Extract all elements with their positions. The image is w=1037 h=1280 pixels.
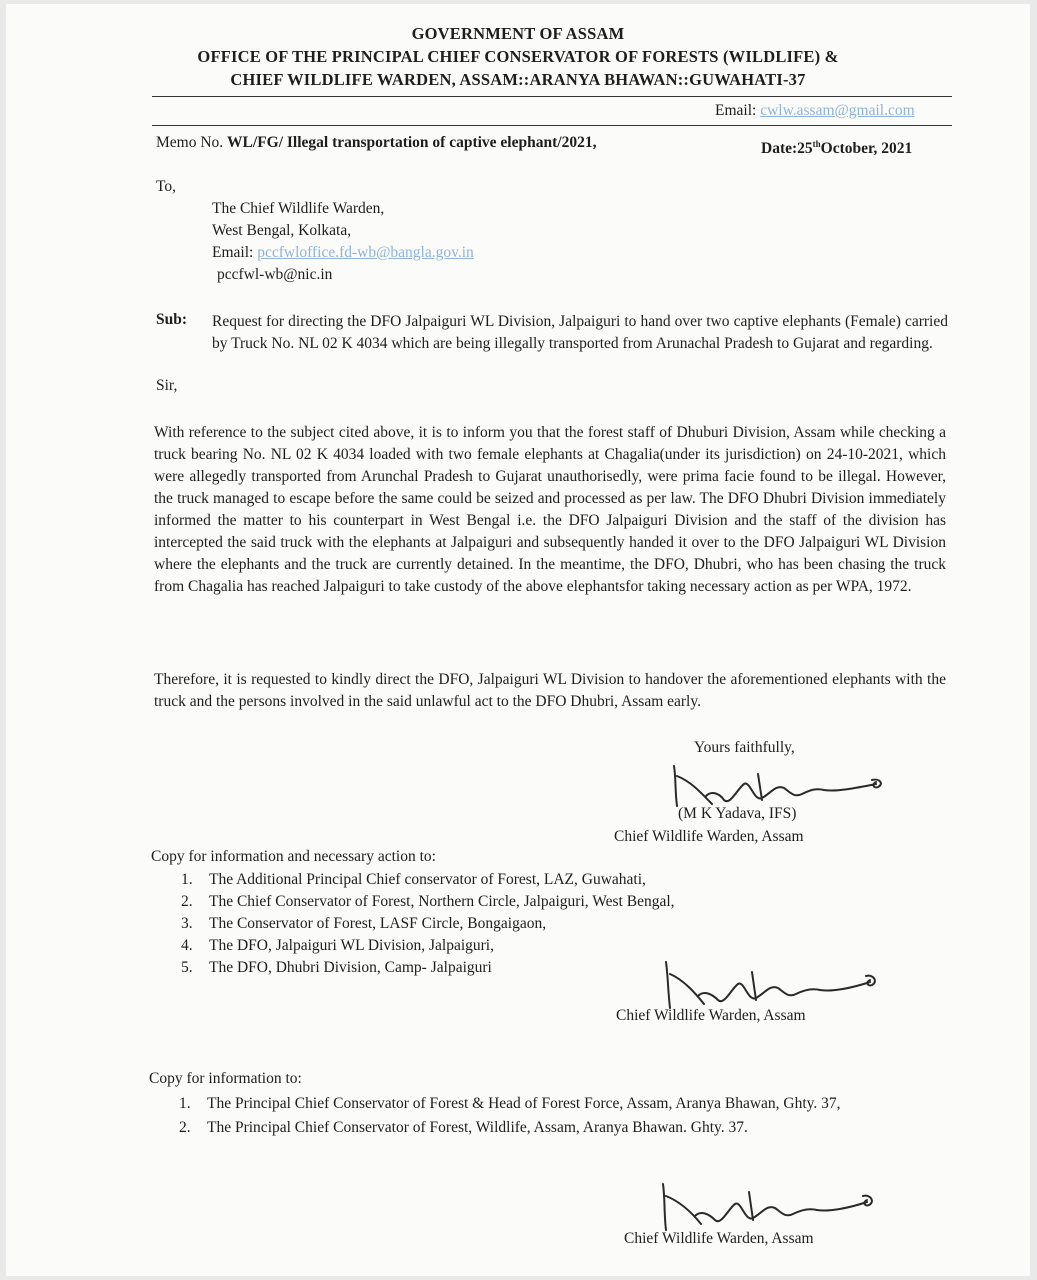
addressee-email-2: pccfwl-wb@nic.in	[217, 266, 333, 283]
list-item: 5. The DFO, Dhubri Division, Camp- Jalpaiguri	[181, 959, 492, 976]
letterhead-rule	[152, 96, 952, 97]
body-paragraph-2: Therefore, it is requested to kindly direct the DFO, Jalpaiguri WL Division to handover the aforementioned elephants with the truck and the persons involved in the said unlawful act to the DFO Dhubri, Assam early.	[154, 671, 946, 710]
salutation: Sir,	[156, 377, 178, 394]
addressee-email: Email: pccfwloffice.fd-wb@bangla.gov.in	[212, 244, 474, 261]
office-email	[715, 100, 915, 122]
list-item: 2. The Principal Chief Conservator of Forest, Wildlife, Assam, Aranya Bhawan. Ghty. 37.	[179, 1119, 748, 1136]
addressee-email-link[interactable]: pccfwloffice.fd-wb@bangla.gov.in	[257, 244, 474, 261]
signatory-name: (M K Yadava, IFS)	[678, 805, 797, 822]
valediction: Yours faithfully,	[694, 739, 795, 756]
copy-action-heading: Copy for information and necessary action to:	[151, 848, 436, 865]
signature-3	[651, 1174, 891, 1234]
memo-reference: WL/FG/ Illegal transportation of captive elephant/2021,	[227, 134, 597, 151]
list-item: 1. The Principal Chief Conservator of Forest & Head of Forest Force, Assam, Aranya Bhawan, Ghty. 37,	[179, 1095, 841, 1112]
letterhead-office: OFFICE OF THE PRINCIPAL CHIEF CONSERVATOR OF FORESTS (WILDLIFE) &	[197, 47, 839, 66]
signatory-designation: Chief Wildlife Warden, Assam	[614, 828, 804, 845]
subject-label: Sub:	[156, 311, 188, 328]
list-item: 4. The DFO, Jalpaiguri WL Division, Jalpaiguri,	[181, 937, 494, 954]
copy-info-heading: Copy for information to:	[149, 1070, 302, 1087]
letterhead-government: GOVERNMENT OF ASSAM	[411, 24, 625, 43]
office-email-link[interactable]: cwlw.assam@gmail.com	[760, 102, 915, 119]
email-rule	[152, 125, 952, 126]
subject-text: Request for directing the DFO Jalpaiguri WL Division, Jalpaiguri to hand over two captive elephants (Female) carried by Truck No. NL 02 K 4034 which are being illegally transported from Arunachal Pradesh to Gujarat and regarding.	[212, 313, 948, 352]
to-label: To,	[156, 178, 177, 195]
copy-info-list	[179, 1093, 949, 1139]
copy-info-designation: Chief Wildlife Warden, Assam	[624, 1230, 814, 1247]
addressee-place: West Bengal, Kolkata,	[212, 222, 352, 239]
addressee-title: The Chief Wildlife Warden,	[212, 200, 385, 217]
list-item: 2. The Chief Conservator of Forest, Northern Circle, Jalpaiguri, West Bengal,	[181, 893, 675, 910]
body-paragraph-1: With reference to the subject cited above, it is to inform you that the forest staff of Dhuburi Division, Assam while checking a truck bearing No. NL 02 K 4034 loaded with two female elephants at Chagalia(under its jurisdiction) on 24-10-2021, which were allegedly transported from Arunchal Pradesh to Gujarat unauthorisedly, were prima facie found to be illegal. However, the truck managed to escape before the same could be seized and processed as per law. The DFO Dhubri Division immediately informed the matter to his counterpart in West Bengal i.e. the DFO Jalpaiguri Division and the staff of the division has intercepted the said truck with the elephants at Jalpaiguri and subsequently handed it over to the DFO Jalpaiguri WL Division where the elephants and the truck are currently detained. In the meantime, the DFO, Dhubri, who has been chasing the truck from Chagalia has reached Jalpaiguri to take custody of the above elephantsfor taking necessary action as per WPA, 1972.	[154, 424, 946, 595]
memo-number	[156, 132, 596, 154]
letterhead-address: CHIEF WILDLIFE WARDEN, ASSAM::ARANYA BHAWAN::GUWAHATI-37	[230, 70, 806, 89]
memo-prefix: Memo No.	[156, 134, 224, 151]
copy-action-designation: Chief Wildlife Warden, Assam	[616, 1007, 806, 1024]
office-email-label: Email:	[715, 102, 757, 119]
memo-date: Date:25thOctober, 2021	[761, 139, 913, 158]
document-page	[6, 4, 1030, 1276]
list-item: 1. The Additional Principal Chief conservator of Forest, LAZ, Guwahati,	[181, 871, 646, 888]
list-item: 3. The Conservator of Forest, LASF Circle, Bongaigaon,	[181, 915, 547, 932]
